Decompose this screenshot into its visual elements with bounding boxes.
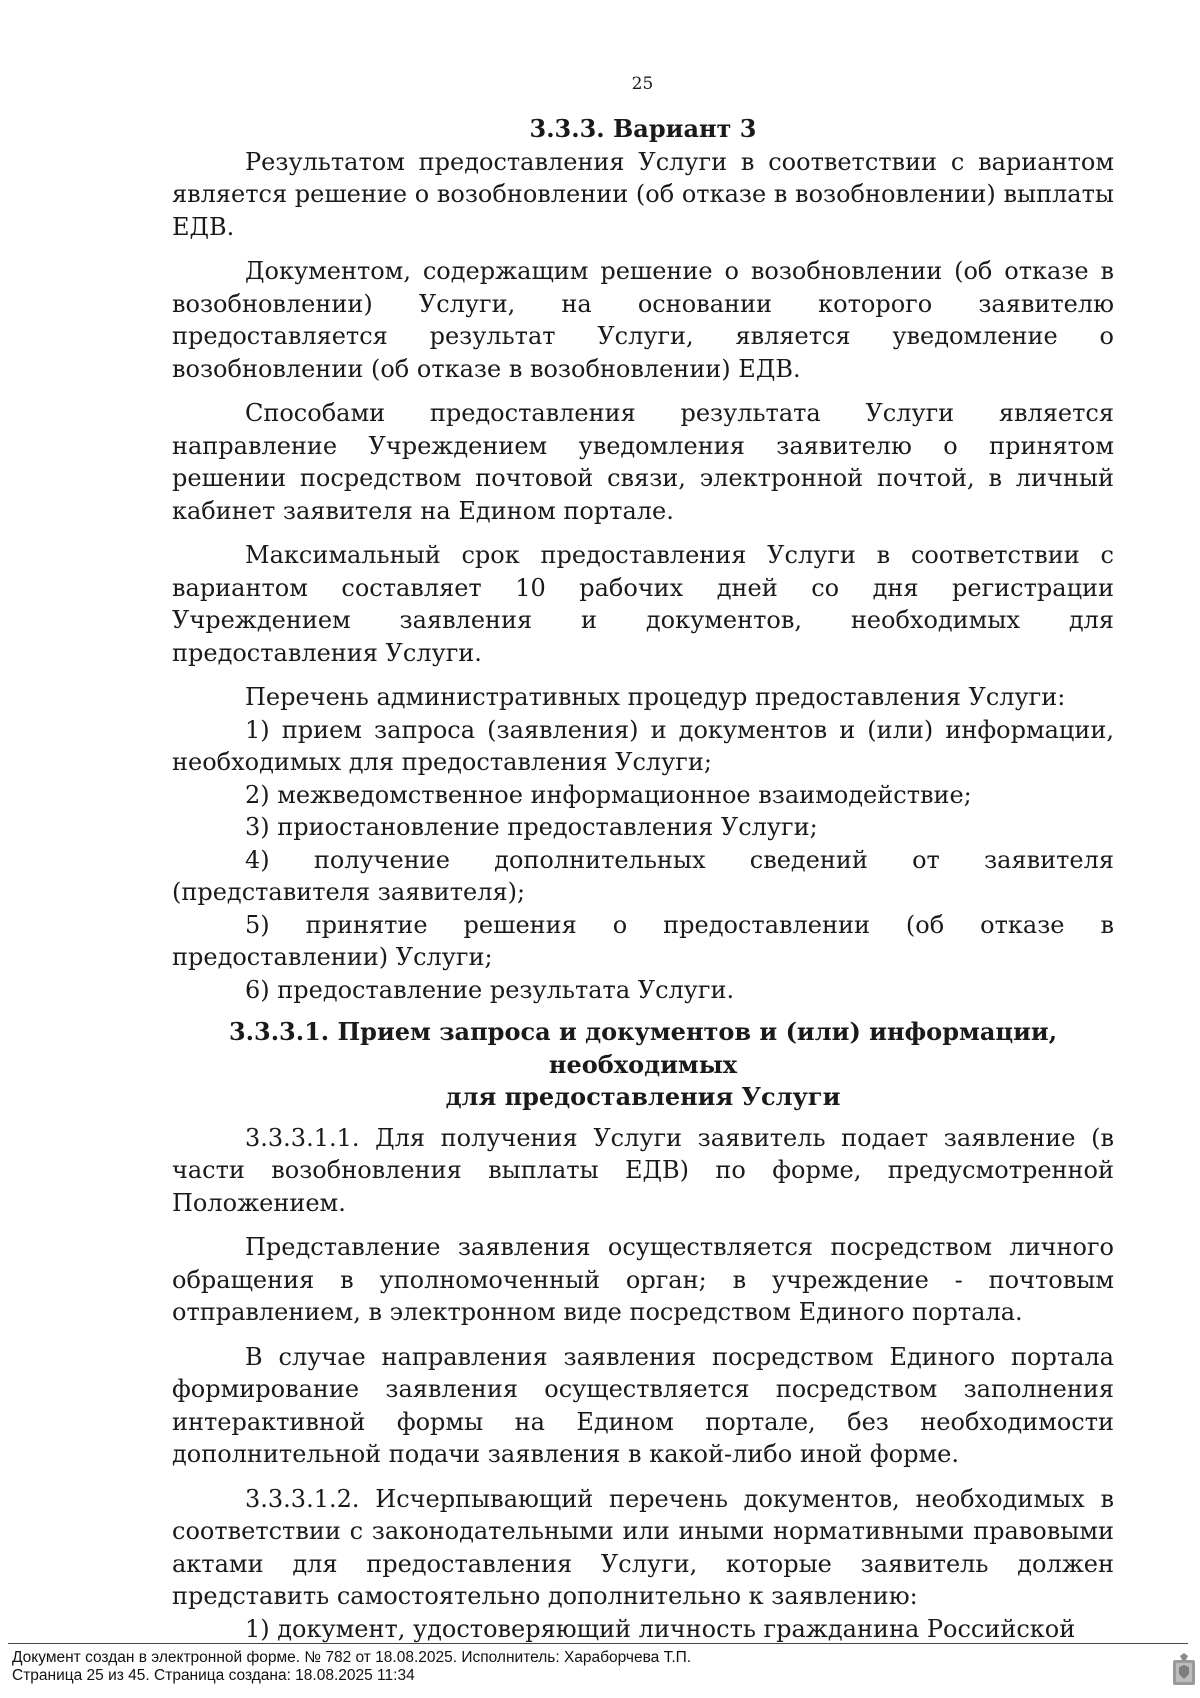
page-number: 25 <box>631 74 654 94</box>
document-body <box>172 113 1114 1645</box>
footer-document-info: Документ создан в электронной форме. № 782 от 18.08.2025. Исполнитель: Хараборчева Т.П. <box>12 1649 692 1666</box>
procedure-item: 5) принятие решения о предоставлении (об отказе в предоставлении) Услуги; <box>172 910 1114 971</box>
procedures-intro: Перечень административных процедур предоставления Услуги: <box>245 683 1066 711</box>
paragraph-result: Результатом предоставления Услуги в соответствии с вариантом является решение о возобновлении (об отказе в возобновлении) выплаты ЕДВ. <box>172 147 1114 241</box>
paragraph-portal: В случае направления заявления посредством Единого портала формирование заявления осуществляется посредством заполнения интерактивной формы на Едином портале, без необходимости дополнительной подачи заявления в какой-либо иной форме. <box>172 1342 1114 1468</box>
procedure-item: 3) приостановление предоставления Услуги; <box>245 813 818 841</box>
section-heading-3-3-3-1 <box>172 1016 1114 1114</box>
paragraph-submission: Представление заявления осуществляется посредством личного обращения в уполномоченный орган; в учреждение - почтовым отправлением, в электронном виде посредством Единого портала. <box>172 1233 1114 1326</box>
document-footer <box>0 1640 1200 1698</box>
paragraph-3-3-3-1-1: 3.3.3.1.1. Для получения Услуги заявитель подает заявление (в части возобновления выплаты ЕДВ) по форме, предусмотренной Положением. <box>172 1123 1114 1217</box>
procedure-item: 2) межведомственное информационное взаимодействие; <box>245 780 972 809</box>
procedure-item: 6) предоставление результата Услуги. <box>245 975 735 1004</box>
footer-divider <box>8 1643 1188 1644</box>
heading-line-2: для предоставления Услуги <box>445 1082 841 1111</box>
section-heading-3-3-3: 3.3.3. Вариант 3 <box>529 114 757 143</box>
procedure-item: 1) прием запроса (заявления) и документов и (или) информации, необходимых для предоставления Услуги; <box>172 715 1114 776</box>
paragraph-3-3-3-1-2: 3.3.3.1.2. Исчерпывающий перечень документов, необходимых в соответствии с законодательными или иными нормативными правовыми актами для предоставления Услуги, которые заявитель должен представить самостоятельно дополнительно к заявлению: <box>172 1484 1114 1610</box>
paragraph-methods: Способами предоставления результата Услуги является направление Учреждением уведомления заявителю о принятом решении посредством почтовой связи, электронной почтой, в личный кабинет заявителя на Едином портале. <box>172 399 1114 525</box>
footer-page-info: Страница 25 из 45. Страница создана: 18.08.2025 11:34 <box>12 1667 415 1684</box>
paragraph-deadline: Максимальный срок предоставления Услуги в соответствии с вариантом составляет 10 рабочих дней со дня регистрации Учреждением заявления и документов, необходимых для предоставления Услуги. <box>172 541 1114 667</box>
paragraph-document: Документом, содержащим решение о возобновлении (об отказе в возобновлении) Услуги, на основании которого заявителю предоставляется результат Услуги, является уведомление о возобновлении (об отказе в возобновлении) ЕДВ. <box>172 257 1114 383</box>
heading-line-1: 3.3.3.1. Прием запроса и документов и (или) информации, необходимых <box>228 1017 1058 1079</box>
procedure-item: 4) получение дополнительных сведений от заявителя (представителя заявителя); <box>172 845 1114 906</box>
document-list-item: 1) документ, удостоверяющий личность гражданина Российской <box>245 1614 1076 1643</box>
coat-of-arms-icon <box>1172 1652 1196 1686</box>
